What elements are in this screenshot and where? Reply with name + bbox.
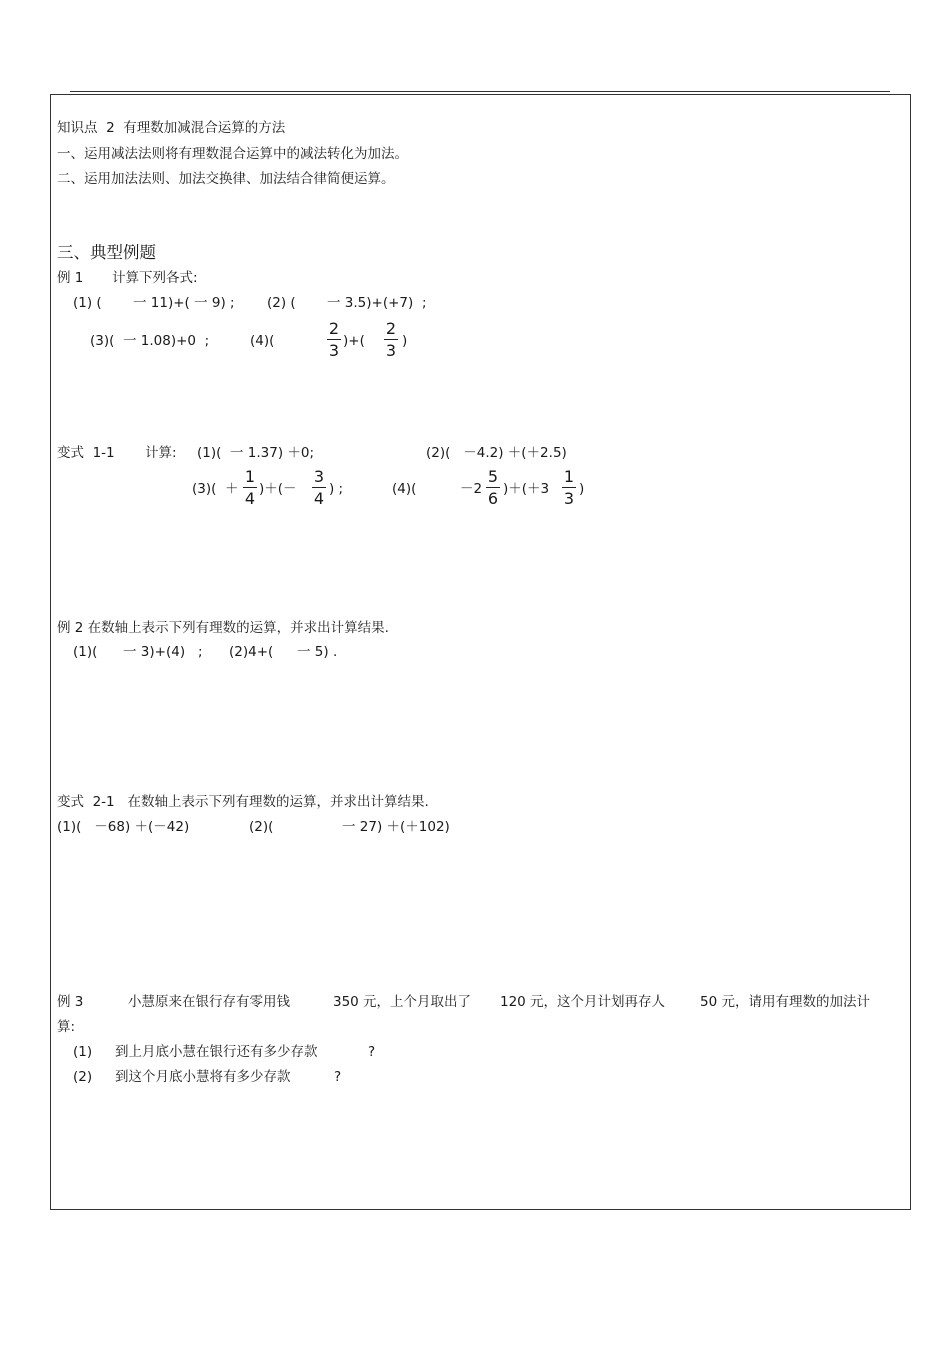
ex1-item-2-semicolon: ;	[422, 295, 427, 311]
ex3-q2-mark: ?	[334, 1069, 342, 1085]
var21-item-1: (1)( －68) ＋(－42)	[57, 819, 190, 835]
ex2-item-1-expr: 一 3)+(4) ;	[123, 644, 203, 660]
ex3-sentence-1: 小慧原来在银行存有零用钱	[128, 994, 290, 1010]
var11-prompt: 计算:	[145, 445, 177, 461]
header-rule	[70, 91, 890, 92]
ex3-label: 例 3	[57, 994, 84, 1010]
fraction-denominator: 4	[244, 489, 256, 508]
ex3-q2-number: (2)	[73, 1069, 93, 1085]
ex2-item-2-expr: 一 5) .	[297, 644, 338, 660]
var11-item-1: (1)( 一 1.37) ＋0;	[197, 445, 315, 461]
ex1-prompt: 计算下列各式:	[112, 270, 198, 286]
var11-item-4-whole-1: －2	[460, 481, 483, 497]
var21-item-2: (2)(	[249, 819, 274, 835]
ex1-item-3: (3)( 一 1.08)+0 ;	[90, 333, 210, 349]
ex3-sentence-3: 120 元，这个月计划再存人	[500, 994, 666, 1010]
fraction-denominator: 6	[487, 489, 499, 508]
var11-item-3-mid: )＋(－	[259, 481, 297, 497]
ex1-item-2-expr: 一 3.5)+(+7)	[327, 295, 414, 311]
fraction-denominator: 4	[313, 489, 325, 508]
fraction-numerator: 2	[385, 319, 397, 338]
ex1-item-4-end: )	[402, 333, 408, 349]
var11-label: 变式 1-1	[57, 445, 115, 461]
fraction-numerator: 1	[244, 467, 256, 486]
ex1-item-2: (2) (	[267, 295, 296, 311]
fraction-numerator: 2	[328, 319, 340, 338]
ex2-item-1: (1)(	[73, 644, 98, 660]
ex3-q1-text: 到上月底小慧在银行还有多少存款	[115, 1044, 318, 1060]
var11-fraction-1	[243, 468, 257, 507]
fraction-denominator: 3	[328, 341, 340, 360]
ex2-item-2: (2)4+(	[229, 644, 274, 660]
var11-item-3-start: (3)( ＋	[192, 481, 239, 497]
ex3-q1-mark: ?	[368, 1044, 376, 1060]
fraction-denominator: 3	[385, 341, 397, 360]
var11-fraction-4	[562, 468, 576, 507]
var11-item-4-start: (4)(	[392, 481, 417, 497]
ex3-q1-number: (1)	[73, 1044, 93, 1060]
ex1-item-4: (4)(	[250, 333, 275, 349]
var11-fraction-2	[312, 468, 326, 507]
var21-item-2-expr: 一 27) ＋(＋102)	[342, 819, 450, 835]
ex3-sentence-4: 50 元，请用有理数的加法计	[700, 994, 870, 1010]
ex1-fraction-1	[327, 320, 341, 359]
ex1-item-1: (1) (	[73, 295, 102, 311]
var11-item-3-end: ) ;	[329, 481, 344, 497]
var11-item-4-mid: )＋(＋3	[503, 481, 550, 497]
ex1-fraction-2	[384, 320, 398, 359]
fraction-numerator: 3	[313, 467, 325, 486]
ex1-item-1-expr: 一 11)+( 一 9) ;	[133, 295, 235, 311]
ex2-text: 例 2 在数轴上表示下列有理数的运算，并求出计算结果.	[57, 620, 389, 636]
var11-item-2: (2)( －4.2) ＋(＋2.5)	[426, 445, 567, 461]
var11-item-4-end: )	[579, 481, 585, 497]
ex1-label: 例 1	[57, 270, 84, 286]
var21-text: 变式 2-1 在数轴上表示下列有理数的运算，并求出计算结果.	[57, 794, 429, 810]
var11-fraction-3	[486, 468, 500, 507]
kp2-line-2: 二、运用加法法则、加法交换律、加法结合律简便运算。	[57, 171, 395, 187]
fraction-numerator: 1	[563, 467, 575, 486]
ex3-q2-text: 到这个月底小慧将有多少存款	[115, 1069, 291, 1085]
fraction-numerator: 5	[487, 467, 499, 486]
kp2-title: 知识点 2 有理数加减混合运算的方法	[57, 120, 286, 136]
ex3-sentence-2: 350 元，上个月取出了	[333, 994, 472, 1010]
ex3-sentence-5: 算:	[57, 1019, 76, 1035]
section-title: 三、典型例题	[57, 243, 156, 262]
kp2-line-1: 一、运用减法法则将有理数混合运算中的减法转化为加法。	[57, 146, 408, 162]
fraction-denominator: 3	[563, 489, 575, 508]
ex1-item-4-mid: )+(	[343, 333, 365, 349]
